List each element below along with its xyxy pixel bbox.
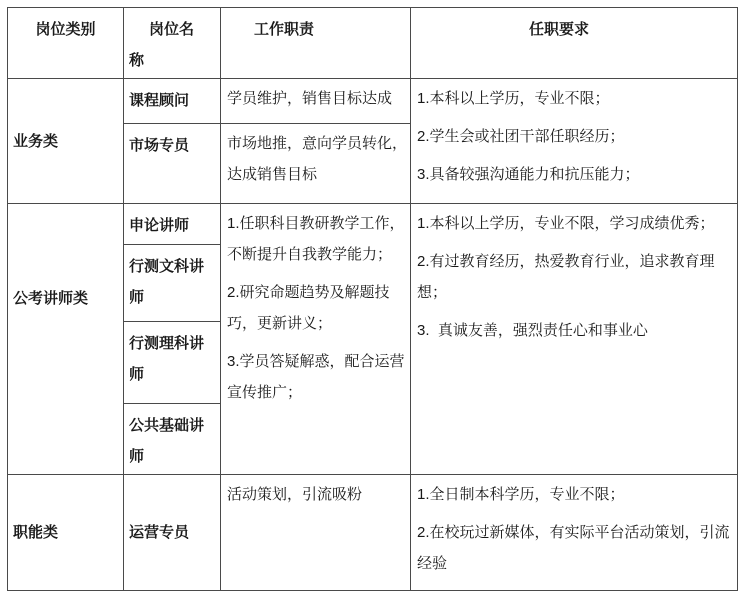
duty-item: 学员维护，销售目标达成: [227, 90, 393, 107]
requirement-item: 1.本科以上学历，专业不限，学习成绩优秀；: [417, 215, 715, 232]
requirement-item: 2.有过教育经历，热爱教育行业，追求教育理想；: [417, 253, 715, 301]
category-cell-functional: 职能类: [8, 475, 124, 591]
header-requirements: 任职要求: [411, 8, 738, 79]
duty-item: 2.研究命题趋势及解题技巧，更新讲义；: [227, 284, 390, 332]
category-cell-civil-exam-lecturer: 公考讲师类: [8, 204, 124, 475]
requirements-cell: [411, 79, 738, 204]
position-cell-public-basics-lecturer: 公共基础讲师: [124, 404, 221, 475]
duty-cell: [221, 204, 411, 475]
requirement-item: 3. 真诚友善，强烈责任心和事业心: [417, 322, 648, 339]
duty-cell: [221, 475, 411, 591]
requirement-item: 2.学生会或社团干部任职经历；: [417, 128, 625, 145]
position-cell-operations-specialist: 运营专员: [124, 475, 221, 591]
requirement-item: 1.本科以上学历，专业不限；: [417, 90, 610, 107]
position-cell-market-specialist: 市场专员: [124, 124, 221, 204]
header-row: [8, 8, 738, 79]
table-row: [8, 475, 738, 591]
position-cell-xingce-science-lecturer: 行测理科讲师: [124, 322, 221, 404]
requirements-cell: [411, 475, 738, 591]
category-cell-business: 业务类: [8, 79, 124, 204]
requirement-item: 2.在校玩过新媒体，有实际平台活动策划，引流经验: [417, 524, 730, 572]
header-duties: 工作职责: [221, 8, 411, 79]
position-cell-xingce-liberal-lecturer: 行测文科讲师: [124, 245, 221, 322]
duty-item: 市场地推，意向学员转化，达成销售目标: [227, 135, 408, 183]
requirement-item: 3.具备较强沟通能力和抗压能力；: [417, 166, 640, 183]
requirements-cell: [411, 204, 738, 475]
duty-cell: [221, 79, 411, 124]
position-cell-course-consultant: 课程顾问: [124, 79, 221, 124]
duty-item: 活动策划，引流吸粉: [227, 486, 363, 503]
duty-item: 3.学员答疑解惑，配合运营宣传推广；: [227, 353, 405, 401]
position-cell-shenlun-lecturer: 申论讲师: [124, 204, 221, 245]
duty-cell: [221, 124, 411, 204]
header-position-name: 岗位名称: [124, 8, 221, 79]
header-category: 岗位类别: [8, 8, 124, 79]
duty-item: 1.任职科目教研教学工作，不断提升自我教学能力；: [227, 215, 405, 263]
job-positions-table: [7, 7, 738, 591]
table-row: [8, 204, 738, 245]
table-row: [8, 79, 738, 124]
requirement-item: 1.全日制本科学历，专业不限；: [417, 486, 625, 503]
